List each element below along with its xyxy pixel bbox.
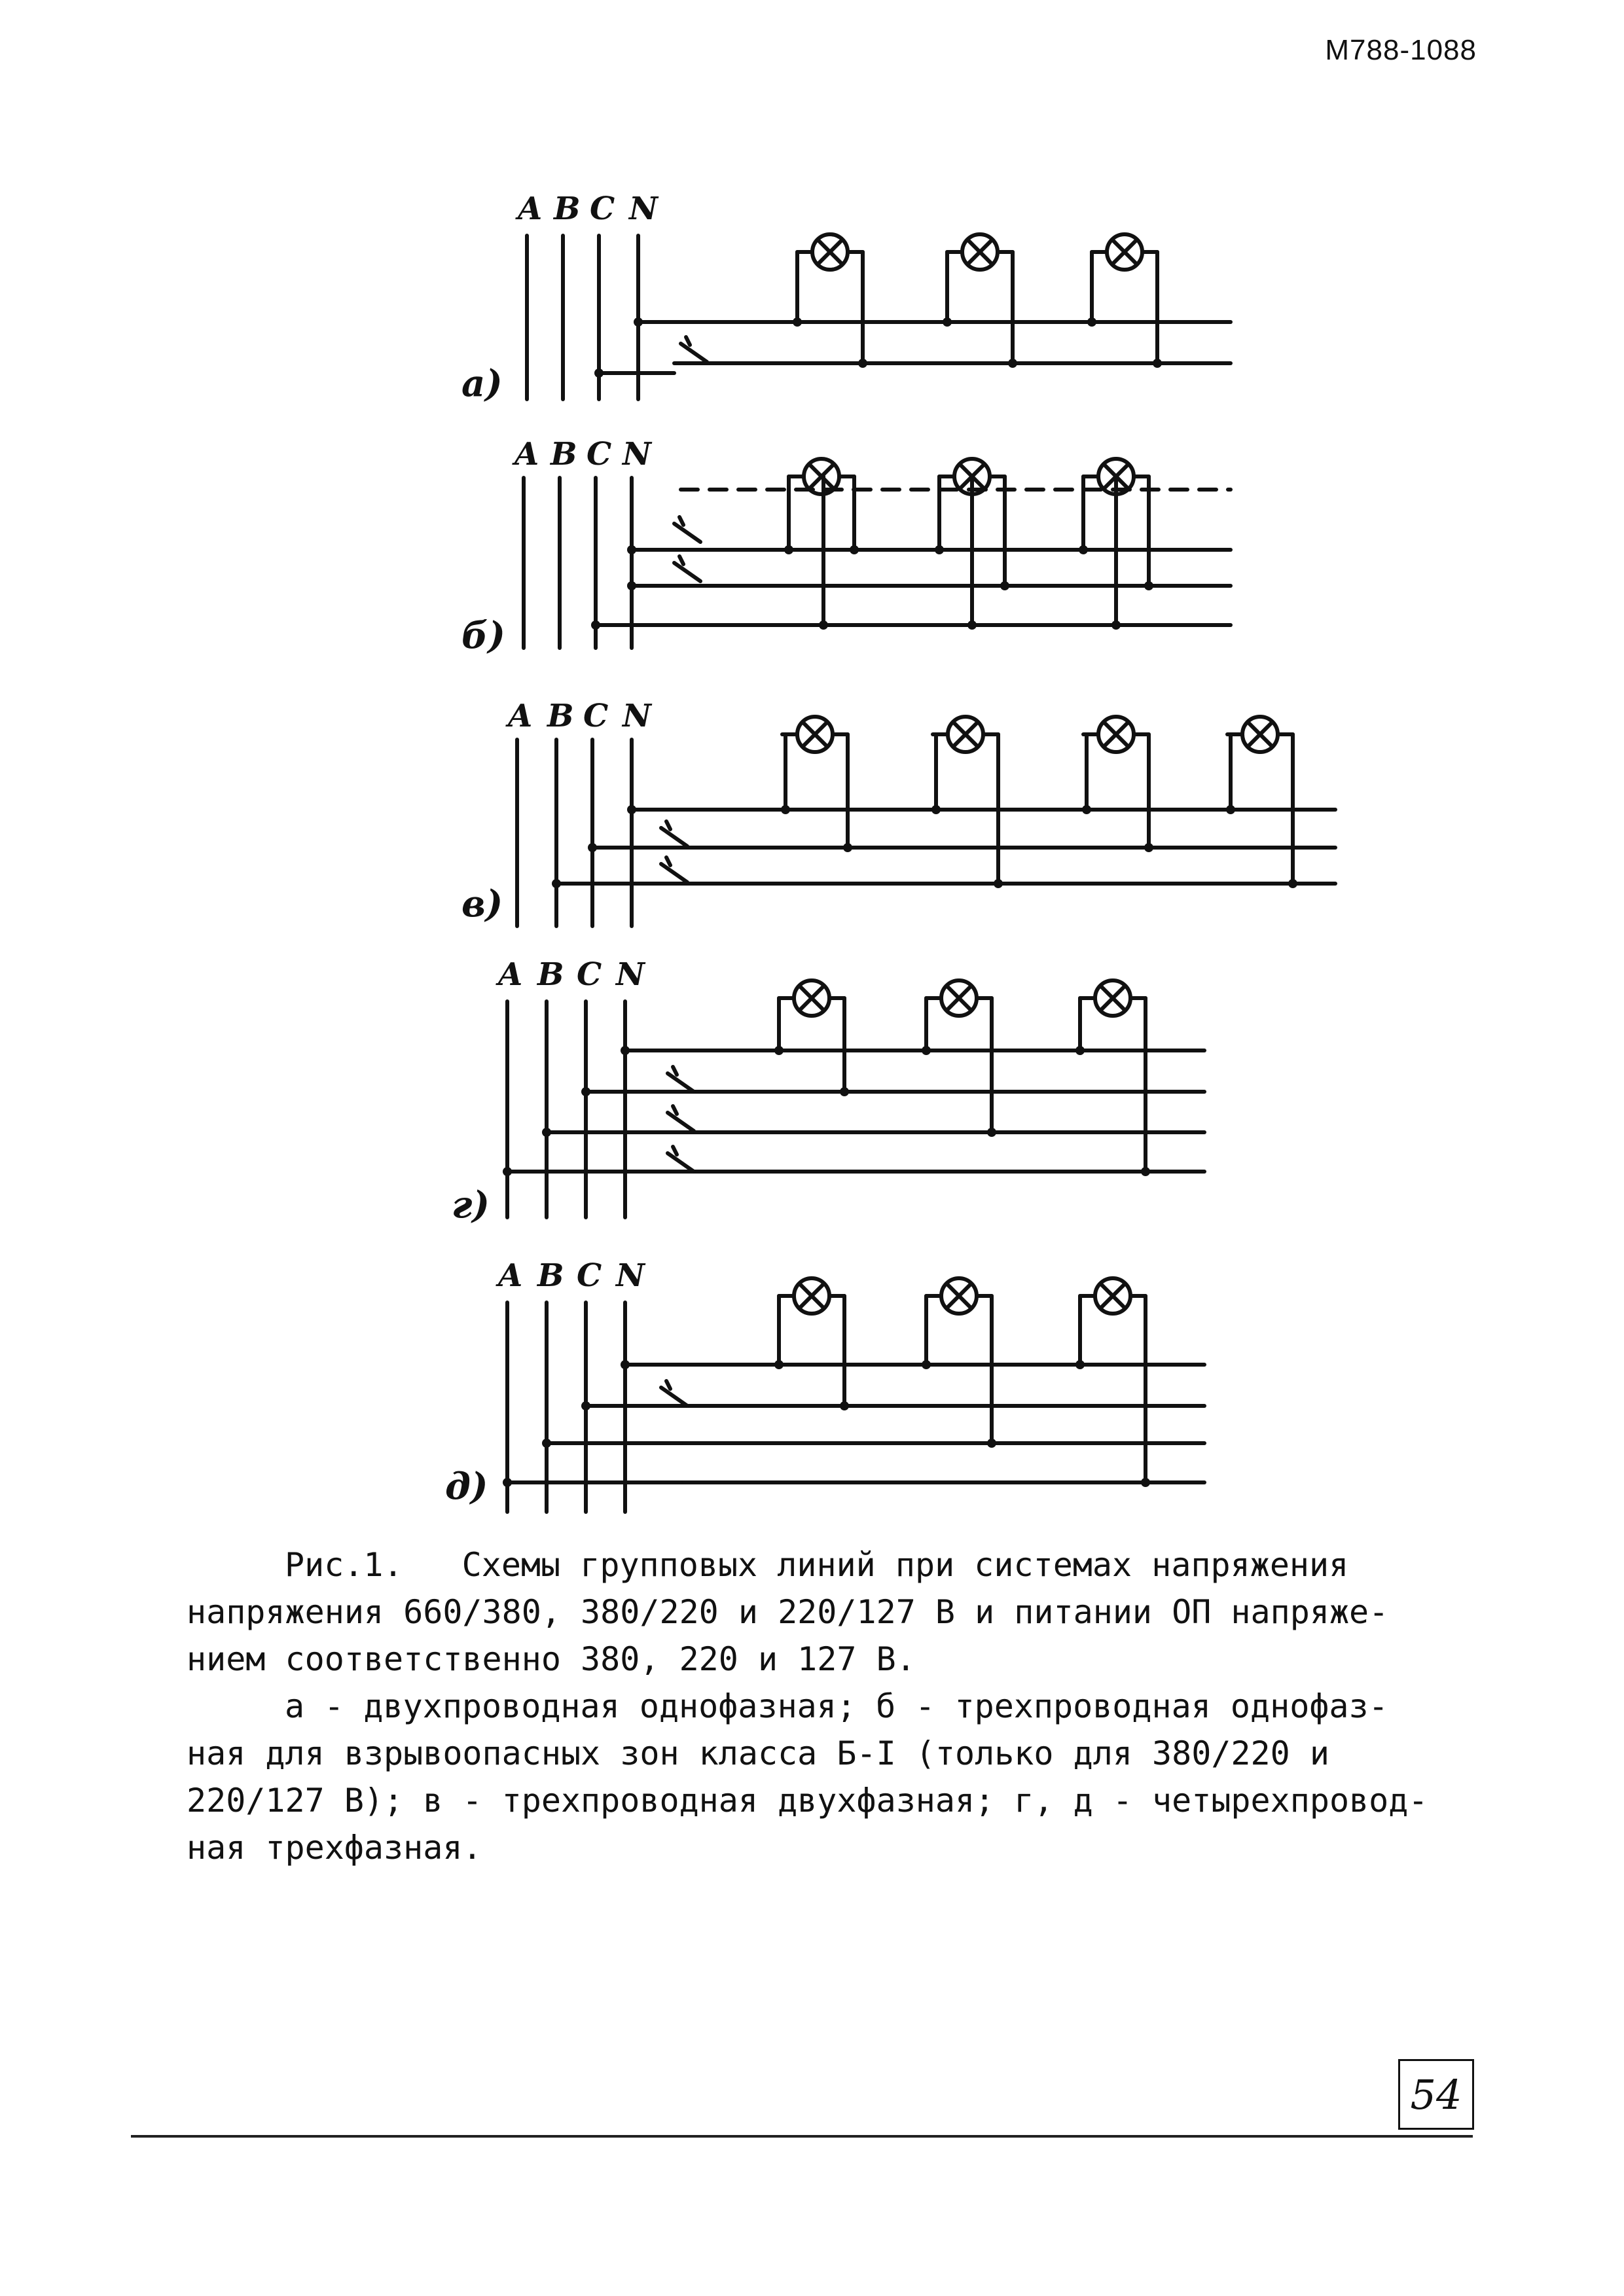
junction-dot (1141, 1167, 1150, 1176)
junction-dot (621, 1360, 630, 1369)
figure-label: Рис.1. (285, 1546, 403, 1584)
junction-dot (581, 1401, 590, 1410)
junction-dot (781, 805, 790, 814)
junction-dot (1144, 581, 1153, 590)
bus-label-a: A (514, 436, 539, 473)
junction-dot (1144, 843, 1153, 852)
breaker-blade (661, 828, 687, 846)
breaker-tick (666, 821, 670, 829)
junction-dot (503, 1167, 512, 1176)
bus-label-c: C (583, 698, 609, 734)
breaker-blade (668, 1073, 694, 1092)
bus-label-n: N (623, 698, 651, 734)
bus-label-b: B (550, 436, 577, 473)
page-number: 54 (1398, 2059, 1474, 2130)
junction-dot (1087, 317, 1096, 327)
bus-label-a: A (508, 698, 533, 734)
junction-dot (987, 1128, 996, 1137)
caption-legend-3: 220/127 В); в - трехпроводная двухфазная; г, д - четырехпровод- (187, 1782, 1428, 1820)
junction-dot (922, 1046, 931, 1055)
junction-dot (552, 879, 561, 888)
bus-label-c: C (590, 190, 615, 227)
junction-dot (594, 368, 604, 378)
bus-label-b: B (537, 956, 564, 993)
junction-dot (840, 1087, 849, 1096)
caption-line-1: Рис.1. Схемы групповых линий при системах напряжения (187, 1541, 1443, 1588)
junction-dot (621, 1046, 630, 1055)
bus-label-c: C (577, 956, 602, 993)
junction-dot (843, 843, 852, 852)
caption-line-3: нием соответственно 380, 220 и 127 В. (187, 1640, 916, 1678)
diagram-label: д) (445, 1465, 488, 1508)
junction-dot (774, 1046, 784, 1055)
junction-dot (840, 1401, 849, 1410)
junction-dot (850, 545, 859, 554)
junction-dot (935, 545, 944, 554)
breaker-tick (673, 1147, 677, 1155)
bus-label-a: A (498, 1257, 523, 1294)
breaker-tick (686, 337, 690, 345)
junction-dot (588, 843, 597, 852)
junction-dot (503, 1478, 512, 1487)
bus-label-c: C (586, 436, 612, 473)
diagram-label: а) (461, 362, 503, 405)
junction-dot (931, 805, 941, 814)
diagram-label: г) (452, 1183, 490, 1227)
junction-dot (1008, 359, 1017, 368)
breaker-blade (674, 563, 700, 581)
breaker-blade (668, 1153, 694, 1172)
junction-dot (1075, 1046, 1085, 1055)
junction-dot (922, 1360, 931, 1369)
junction-dot (1226, 805, 1235, 814)
breaker-tick (666, 1381, 670, 1389)
breaker-tick (673, 1106, 677, 1114)
footer-divider (131, 2135, 1473, 2138)
junction-dot (627, 581, 636, 590)
bus-label-b: B (554, 190, 581, 227)
junction-dot (542, 1439, 551, 1448)
figure-caption (187, 1541, 1443, 1871)
junction-dot (784, 545, 793, 554)
diagram-label: б) (461, 614, 505, 657)
bus-label-c: C (577, 1257, 602, 1294)
junction-dot (943, 317, 952, 327)
bus-label-a: A (498, 956, 523, 993)
breaker-tick (679, 517, 683, 525)
junction-dot (634, 317, 643, 327)
breaker-blade (668, 1113, 694, 1131)
breaker-blade (661, 1388, 687, 1406)
junction-dot (967, 620, 977, 630)
caption-legend-1: а - двухпроводная однофазная; б - трехпроводная однофаз- (285, 1687, 1388, 1725)
bus-label-n: N (629, 190, 658, 227)
junction-dot (858, 359, 867, 368)
bus-label-n: N (623, 436, 651, 473)
caption-legend-4: ная трехфазная. (187, 1829, 482, 1867)
breaker-tick (673, 1067, 677, 1075)
junction-dot (1079, 545, 1088, 554)
breaker-blade (674, 524, 700, 542)
junction-dot (774, 1360, 784, 1369)
junction-dot (591, 620, 600, 630)
bus-label-n: N (616, 956, 645, 993)
junction-dot (1000, 581, 1009, 590)
bus-label-a: A (518, 190, 543, 227)
junction-dot (542, 1128, 551, 1137)
diagram-label: в) (461, 882, 503, 925)
junction-dot (1153, 359, 1162, 368)
junction-dot (819, 620, 828, 630)
junction-dot (1141, 1478, 1150, 1487)
caption-line-2: напряжения 660/380, 380/220 и 220/127 В и питании ОП напряже- (187, 1593, 1389, 1631)
junction-dot (994, 879, 1003, 888)
breaker-blade (661, 864, 687, 882)
caption-legend-2: ная для взрывоопасных зон класса Б-I (только для 380/220 и (187, 1734, 1329, 1772)
bus-label-b: B (547, 698, 574, 734)
junction-dot (793, 317, 802, 327)
junction-dot (1111, 620, 1121, 630)
junction-dot (581, 1087, 590, 1096)
breaker-tick (679, 556, 683, 564)
breaker-tick (666, 857, 670, 865)
junction-dot (627, 545, 636, 554)
junction-dot (1075, 1360, 1085, 1369)
bus-label-n: N (616, 1257, 645, 1294)
breaker-blade (681, 344, 707, 362)
junction-dot (1288, 879, 1297, 888)
junction-dot (627, 805, 636, 814)
bus-label-b: B (537, 1257, 564, 1294)
document-id: М788-1088 (1325, 34, 1477, 66)
junction-dot (987, 1439, 996, 1448)
junction-dot (1082, 805, 1091, 814)
